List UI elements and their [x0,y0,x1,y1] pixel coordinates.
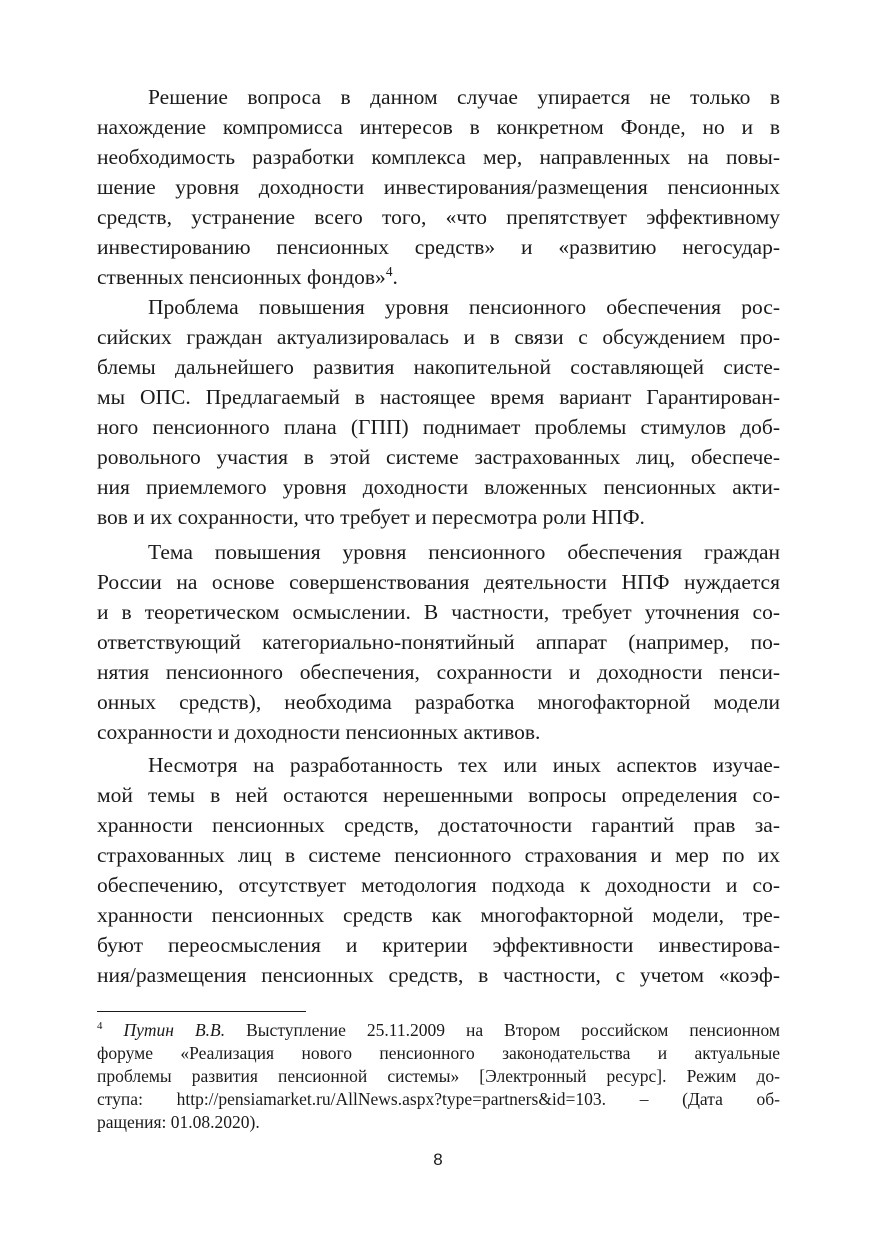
paragraph-3-line-5: нятия пенсионного обеспечения, сохранности и доходности пенси- [97,660,780,684]
footnote-line-1 [97,1019,780,1042]
paragraph-1-line-1: Решение вопроса в данном случае упирается не только в [148,85,780,109]
footnote-separator [97,1011,306,1012]
paragraph-1-line-7-tail: . [392,265,398,289]
paragraph-1-line-6: инвестированию пенсионных средств» и «развитию негосудар- [97,235,780,259]
page-number: 8 [433,1150,443,1169]
footnote-line-1-text: Выступление 25.11.2009 на Втором российском пенсионном [246,1020,780,1040]
paragraph-2-line-4: мы ОПС. Предлагаемый в настоящее время вариант Гарантирован- [97,385,780,409]
footnote-line-2: форуме «Реализация нового пенсионного законодательства и актуальные [97,1043,780,1063]
paragraph-1-line-5: средств, устранение всего того, «что препятствует эффективному [97,205,780,229]
footnote-author: Путин В.В. [123,1020,226,1040]
paragraph-3-line-2: России на основе совершенствования деятельности НПФ нуждается [97,570,780,594]
paragraph-1-line-3: необходимость разработки комплекса мер, направленных на повы- [97,145,780,169]
paragraph-4-line-2: мой темы в ней остаются нерешенными вопросы определения со- [97,783,780,807]
paragraph-4-line-8: ния/размещения пенсионных средств, в частности, с учетом «коэф- [97,963,780,987]
paragraph-2-line-5: ного пенсионного плана (ГПП) поднимает проблемы стимулов доб- [97,415,780,439]
footnote-line-4: ступа: http://pensiamarket.ru/AllNews.aspx?type=partners&id=103. – (Дата об- [97,1089,780,1109]
paragraph-4-line-4: страхованных лиц в системе пенсионного страхования и мер по их [97,843,780,867]
paragraph-2-line-6: ровольного участия в этой системе застрахованных лиц, обеспече- [97,445,780,469]
paragraph-3-line-1: Тема повышения уровня пенсионного обеспечения граждан [148,540,780,564]
paragraph-4-line-5: обеспечению, отсутствует методология подхода к доходности и со- [97,873,780,897]
paragraph-1-line-4: шение уровня доходности инвестирования/размещения пенсионных [97,175,780,199]
paragraph-2-line-3: блемы дальнейшего развития накопительной составляющей систе- [97,355,780,379]
paragraph-4-line-6: хранности пенсионных средств как многофакторной модели, тре- [97,903,780,927]
paragraph-4-line-3: хранности пенсионных средств, достаточности гарантий прав за- [97,813,780,837]
footnote-line-3: проблемы развития пенсионной системы» [Электронный ресурс]. Режим до- [97,1066,780,1086]
paragraph-3-line-4: ответствующий категориально-понятийный аппарат (например, по- [97,630,780,654]
paragraph-2-line-1: Проблема повышения уровня пенсионного обеспечения рос- [148,295,780,319]
footnote-marker: 4 [97,1020,103,1033]
paragraph-4-line-7: буют переосмысления и критерии эффективности инвестирова- [97,933,780,957]
paragraph-2-line-8: вов и их сохранности, что требует и пересмотра роли НПФ. [97,505,645,529]
paragraph-1-line-7 [97,262,780,292]
paragraph-1-line-7-text: ственных пенсионных фондов» [97,265,386,289]
paragraph-3-line-6: онных средств), необходима разработка многофакторной модели [97,690,780,714]
paragraph-3-line-3: и в теоретическом осмыслении. В частности, требует уточнения со- [97,600,780,624]
paragraph-2-line-2: сийских граждан актуализировалась и в связи с обсуждением про- [97,325,780,349]
paragraph-3-line-7: сохранности и доходности пенсионных активов. [97,720,541,744]
footnote-reference-4[interactable]: 4 [385,263,393,279]
paragraph-4-line-1: Несмотря на разработанность тех или иных аспектов изучае- [148,753,780,777]
paragraph-1-line-2: нахождение компромисса интересов в конкретном Фонде, но и в [97,115,780,139]
footnote-line-5: ращения: 01.08.2020). [97,1112,260,1132]
paragraph-2-line-7: ния приемлемого уровня доходности вложенных пенсионных акти- [97,475,780,499]
